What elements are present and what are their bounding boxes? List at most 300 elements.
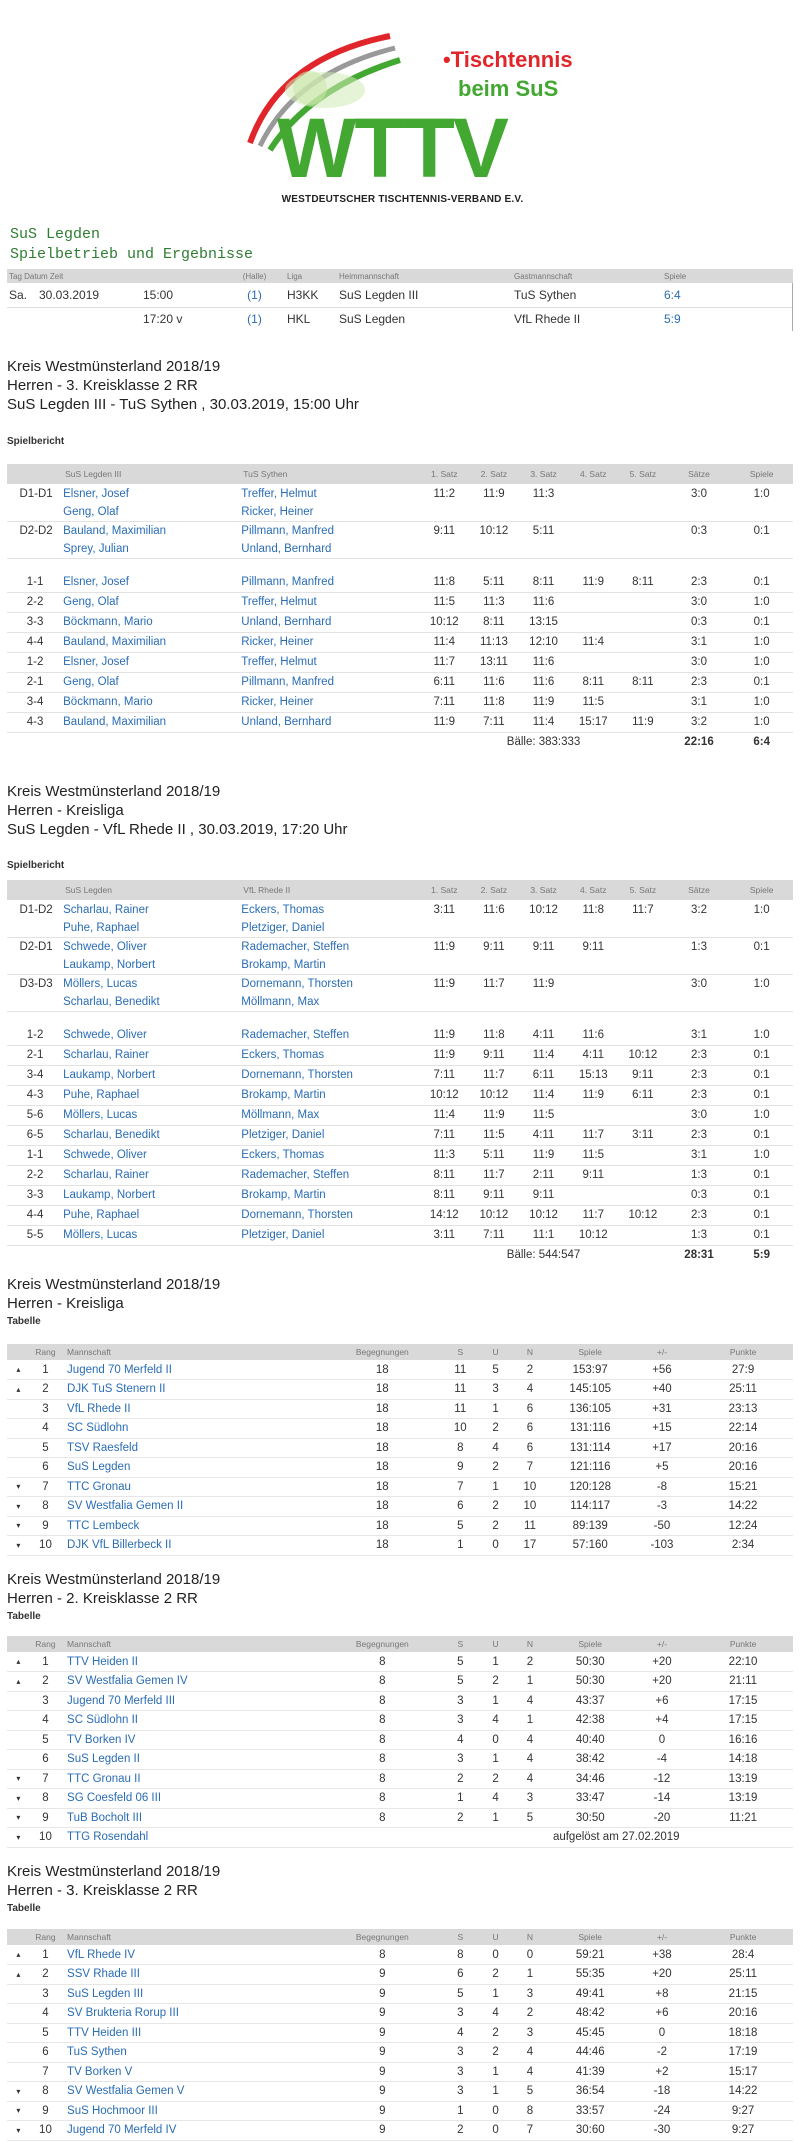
points: 12:24 (693, 1516, 793, 1536)
set-score: 11:9 (532, 978, 555, 991)
set-score: 4:11 (519, 1125, 569, 1145)
guest-player-link[interactable]: Treffer, Helmut (241, 488, 317, 500)
logo-beim-sus: beim SuS (458, 76, 559, 101)
games: 89:139 (550, 1516, 631, 1536)
set-score: 11:4 (519, 712, 569, 732)
guest-player-link[interactable]: Pletziger, Daniel (241, 920, 419, 937)
arrow-down-icon: ▾ (7, 1477, 30, 1497)
guest-player-link[interactable]: Möllmann, Max (241, 1105, 419, 1125)
standings-header-cell: Begegnungen (355, 1932, 409, 1942)
schedule-result-link[interactable]: 5:9 (664, 307, 793, 331)
guest-player-link[interactable]: Eckers, Thomas (241, 1145, 419, 1165)
losses: 1 (510, 1965, 550, 1985)
logo-letters: WTTV (277, 100, 507, 195)
standings-row (7, 1691, 793, 1711)
empty-cell (519, 920, 569, 937)
sets-result: 3:0 (668, 592, 731, 612)
guest-player-link[interactable]: Dornemann, Thorsten (241, 1065, 419, 1085)
team-link[interactable]: VfL Rhede II (61, 1399, 325, 1419)
draws: 2 (481, 1497, 510, 1517)
guest-player-link[interactable]: Brokamp, Martin (241, 1085, 419, 1105)
guest-player-link[interactable]: Treffer, Helmut (241, 652, 419, 672)
team-link[interactable]: TV Borken V (61, 2062, 325, 2082)
games-result: 1:0 (753, 488, 770, 500)
set-score: 15:13 (568, 1065, 618, 1085)
singles-position: 1-1 (7, 572, 63, 592)
home-player-link[interactable]: Bauland, Maximilian (63, 712, 241, 732)
team-link[interactable]: TuS Sythen (61, 2043, 325, 2063)
rank: 9 (30, 1808, 61, 1828)
sets-result: 3:0 (691, 978, 707, 991)
empty-cell (668, 541, 731, 558)
standings-header-cell: Punkte (729, 1932, 757, 1942)
losses: 4 (510, 1750, 550, 1770)
draws: 1 (481, 1984, 510, 2004)
guest-player-link[interactable]: Pillmann, Manfred (241, 672, 419, 692)
singles-row (7, 592, 793, 612)
matches-played: 9 (325, 1965, 439, 1985)
losses: 3 (510, 1789, 550, 1809)
team-link[interactable]: SSV Rhade III (61, 1965, 325, 1985)
singles-row (7, 1185, 793, 1205)
matches-played: 18 (325, 1536, 439, 1556)
wins: 6 (439, 1965, 481, 1985)
points: 28:4 (693, 1945, 793, 1965)
matches-played: 8 (325, 1789, 439, 1809)
guest-player-link[interactable]: Brokamp, Martin (241, 1185, 419, 1205)
team-link[interactable]: Jugend 70 Merfeld IV (61, 2121, 325, 2141)
team-link[interactable]: SV Westfalia Gemen IV (61, 1672, 325, 1692)
standings-row (7, 1984, 793, 2004)
standings-header-cell: N (526, 1347, 533, 1357)
empty-cell (469, 994, 519, 1011)
sets-result: 3:1 (668, 1145, 731, 1165)
standings-header-cell: Rang (35, 1932, 56, 1942)
schedule-datetime (7, 307, 222, 331)
set-score: 11:6 (519, 652, 569, 672)
points: 14:18 (693, 1750, 793, 1770)
report-header (7, 464, 793, 484)
home-player-link[interactable]: Schwede, Oliver (63, 1145, 241, 1165)
home-player-link[interactable]: Scharlau, Rainer (63, 1165, 241, 1185)
games-result: 0:1 (753, 525, 770, 538)
arrow-down-icon: ▾ (7, 1536, 30, 1556)
points: 21:11 (693, 1672, 793, 1692)
schedule-result-link[interactable]: 6:4 (664, 283, 793, 307)
team-link[interactable]: SV Brukteria Rorup III (61, 2004, 325, 2024)
guest-player-link[interactable]: Pletziger, Daniel (241, 1225, 419, 1245)
games-result: 0:1 (730, 1125, 793, 1145)
set-score: 7:11 (419, 1065, 469, 1085)
set-score: 7:11 (469, 1225, 519, 1245)
wins: 7 (439, 1477, 481, 1497)
wins: 4 (439, 2023, 481, 2043)
singles-row (7, 1145, 793, 1165)
spacer (7, 558, 793, 572)
schedule-hall-link[interactable]: (1) (247, 287, 262, 302)
team-link[interactable]: TTV Heiden II (61, 1652, 325, 1672)
rank: 7 (30, 2062, 61, 2082)
set-score: 7:11 (419, 1125, 469, 1145)
empty-cell (7, 920, 63, 937)
team-link[interactable]: SC Südlohn II (61, 1711, 325, 1731)
set-score: 11:9 (568, 572, 618, 592)
games-result: 1:0 (730, 1145, 793, 1165)
set-score (618, 592, 668, 612)
rank: 1 (30, 1360, 61, 1380)
table2-league: Herren - 2. Kreisklasse 2 RR (7, 1590, 198, 1607)
set-score: 10:12 (419, 1085, 469, 1105)
guest-player-link[interactable]: Ricker, Heiner (241, 504, 419, 521)
guest-player-link[interactable]: Brokamp, Martin (241, 957, 419, 974)
team-link[interactable]: Jugend 70 Merfeld III (61, 1691, 325, 1711)
draws: 2 (481, 2043, 510, 2063)
home-player-link[interactable]: Schwede, Oliver (63, 941, 147, 954)
home-player-link[interactable]: Geng, Olaf (63, 672, 241, 692)
report-header-cell (7, 464, 63, 484)
matches-played: 9 (325, 2043, 439, 2063)
match1-league: Herren - 3. Kreisklasse 2 RR (7, 377, 198, 394)
doubles-position: D1-D2 (19, 904, 53, 916)
schedule-row (7, 307, 793, 331)
standings-row (7, 1750, 793, 1770)
draws: 2 (481, 1419, 510, 1439)
table3-region: Kreis Westmünsterland 2018/19 (7, 1863, 221, 1880)
rank: 3 (30, 1984, 61, 2004)
singles-position: 3-3 (7, 612, 63, 632)
matches-played: 9 (325, 1984, 439, 2004)
doubles-row (7, 900, 793, 920)
set-score: 11:7 (469, 1165, 519, 1185)
rank: 3 (30, 1399, 61, 1419)
schedule-hall-link[interactable]: (1) (247, 312, 262, 327)
set-score: 11:6 (469, 672, 519, 692)
home-player-link[interactable]: Schwede, Oliver (63, 1025, 241, 1045)
arrow-down-icon: ▾ (7, 1516, 30, 1536)
home-player-link[interactable]: Scharlau, Benedikt (63, 1125, 241, 1145)
guest-player-link[interactable]: Möllmann, Max (241, 994, 419, 1011)
standings-row (7, 2101, 793, 2121)
points: 11:21 (693, 1808, 793, 1828)
empty-cell (7, 994, 63, 1011)
home-player-link[interactable]: Scharlau, Rainer (63, 1045, 241, 1065)
team-link[interactable]: SuS Hochmoor III (61, 2101, 325, 2121)
points: 17:15 (693, 1691, 793, 1711)
set-score: 8:11 (469, 612, 519, 632)
set-score: 9:11 (532, 941, 555, 954)
guest-player-link[interactable]: Unland, Bernhard (241, 541, 419, 558)
home-player-link[interactable]: Möllers, Lucas (63, 1105, 241, 1125)
empty-cell (419, 504, 469, 521)
set-score: 11:8 (469, 1025, 519, 1045)
guest-player-link[interactable]: Rademacher, Steffen (241, 1165, 419, 1185)
difference: +56 (631, 1360, 693, 1380)
singles-row (7, 712, 793, 732)
games-result: 1:0 (730, 692, 793, 712)
draws: 0 (481, 1536, 510, 1556)
games-total: 5:9 (753, 1249, 770, 1262)
wins: 11 (439, 1380, 481, 1400)
match2-league: Herren - Kreisliga (7, 802, 124, 819)
home-player-link[interactable]: Scharlau, Benedikt (63, 994, 241, 1011)
set-score (568, 1185, 618, 1205)
home-player-link[interactable]: Elsner, Josef (63, 572, 241, 592)
set-score: 5:11 (469, 572, 519, 592)
set-score: 11:3 (532, 488, 555, 500)
points: 25:11 (693, 1965, 793, 1985)
standings-header-cell: U (492, 1639, 499, 1649)
draws: 1 (481, 1691, 510, 1711)
team-link[interactable]: TTV Heiden III (61, 2023, 325, 2043)
home-player-link[interactable]: Bauland, Maximilian (63, 525, 167, 538)
rank: 1 (30, 1945, 61, 1965)
report-header-cell: 5. Satz (629, 885, 657, 895)
guest-player-link[interactable]: Unland, Bernhard (241, 612, 419, 632)
match1-report-table (7, 464, 793, 752)
team-link[interactable]: SC Südlohn (61, 1419, 325, 1439)
set-score (618, 1185, 668, 1205)
wins: 3 (439, 2062, 481, 2082)
set-score: 11:6 (519, 672, 569, 692)
table3-league: Herren - 3. Kreisklasse 2 RR (7, 1882, 198, 1899)
set-score: 11:9 (519, 692, 569, 712)
guest-player-link[interactable]: Eckers, Thomas (241, 1045, 419, 1065)
home-player-link[interactable]: Laukamp, Norbert (63, 957, 241, 974)
home-player-link[interactable]: Bauland, Maximilian (63, 632, 241, 652)
games: 120:128 (550, 1477, 631, 1497)
guest-player-link[interactable]: Rademacher, Steffen (241, 941, 350, 954)
rank: 1 (30, 1652, 61, 1672)
club-subtitle: Spielbetrieb und Ergebnisse (10, 246, 254, 263)
guest-player-link[interactable]: Pillmann, Manfred (241, 525, 334, 538)
matches-played: 8 (325, 1808, 439, 1828)
games: 33:57 (550, 2101, 631, 2121)
difference: -50 (631, 1516, 693, 1536)
matches-played: 9 (325, 2023, 439, 2043)
set-score (618, 484, 668, 504)
difference: 0 (631, 2023, 693, 2043)
team-link[interactable]: TSV Raesfeld (61, 1438, 325, 1458)
home-player-link[interactable]: Sprey, Julian (63, 541, 241, 558)
standings-row (7, 1360, 793, 1380)
home-player-link[interactable]: Möllers, Lucas (63, 978, 138, 991)
matches-played: 18 (325, 1360, 439, 1380)
difference: +2 (631, 2062, 693, 2082)
difference: +17 (631, 1438, 693, 1458)
team-link[interactable]: DJK TuS Stenern II (61, 1380, 325, 1400)
singles-row (7, 1205, 793, 1225)
home-player-link[interactable]: Geng, Olaf (63, 592, 241, 612)
schedule-date: 30.03.2019 (39, 287, 100, 302)
wins: 3 (439, 1711, 481, 1731)
standings-header-cell: S (457, 1347, 464, 1357)
guest-player-link[interactable]: Unland, Bernhard (241, 712, 419, 732)
no-arrow (7, 1399, 30, 1419)
team-link[interactable]: DJK VfL Billerbeck II (61, 1536, 325, 1556)
games-result: 0:1 (730, 1045, 793, 1065)
spacer-row (7, 558, 793, 572)
set-score: 10:12 (519, 1205, 569, 1225)
guest-player-link[interactable]: Dornemann, Thorsten (241, 978, 353, 991)
match1-report-label: Spielbericht (7, 436, 65, 447)
standings-row (7, 1536, 793, 1556)
guest-player-link[interactable]: Eckers, Thomas (241, 904, 325, 916)
balls-total: Bälle: 383:333 (506, 736, 581, 749)
team-link[interactable]: TV Borken IV (61, 1730, 325, 1750)
team-link[interactable]: TuB Bocholt III (61, 1808, 325, 1828)
wins: 3 (439, 2082, 481, 2102)
singles-row (7, 1065, 793, 1085)
report-header-cell: SuS Legden III (65, 469, 122, 479)
wins: 1 (439, 2101, 481, 2121)
table2-label: Tabelle (7, 1611, 41, 1622)
matches-played: 18 (325, 1497, 439, 1517)
table1-standings (7, 1344, 793, 1556)
empty-cell (7, 1245, 419, 1265)
standings-row (7, 1672, 793, 1692)
difference: -18 (631, 2082, 693, 2102)
team-link[interactable]: TTG Rosendahl (61, 1828, 325, 1848)
home-player-link[interactable]: Scharlau, Rainer (63, 904, 149, 916)
team-link[interactable]: SV Westfalia Gemen V (61, 2082, 325, 2102)
draws: 1 (481, 1652, 510, 1672)
home-player-link[interactable]: Laukamp, Norbert (63, 1065, 241, 1085)
guest-player-link[interactable]: Treffer, Helmut (241, 592, 419, 612)
home-player-link[interactable]: Geng, Olaf (63, 504, 241, 521)
set-score: 11:3 (419, 1145, 469, 1165)
schedule-time: 17:20 v (143, 312, 183, 327)
points: 14:22 (693, 1497, 793, 1517)
arrow-up-icon: ▴ (7, 1360, 30, 1380)
home-player-link[interactable]: Puhe, Raphael (63, 1205, 241, 1225)
team-link[interactable]: VfL Rhede IV (61, 1945, 325, 1965)
standings-row (7, 1516, 793, 1536)
home-player-link[interactable]: Möllers, Lucas (63, 1225, 241, 1245)
difference: -14 (631, 1789, 693, 1809)
guest-player-link[interactable]: Ricker, Heiner (241, 692, 419, 712)
team-link[interactable]: SuS Legden III (61, 1984, 325, 2004)
wins: 2 (439, 2121, 481, 2141)
wins: 8 (439, 1945, 481, 1965)
team-link[interactable]: TTC Gronau II (61, 1769, 325, 1789)
singles-position: 5-5 (7, 1225, 63, 1245)
home-player-link[interactable]: Elsner, Josef (63, 652, 241, 672)
losses: 4 (510, 1730, 550, 1750)
home-player-link[interactable]: Elsner, Josef (63, 488, 129, 500)
home-player-link[interactable]: Böckmann, Mario (63, 612, 241, 632)
losses: 4 (510, 2062, 550, 2082)
singles-position: 2-1 (7, 1045, 63, 1065)
team-link[interactable]: Jugend 70 Merfeld II (61, 1360, 325, 1380)
schedule-header-cell: Heimmannschaft (339, 271, 400, 281)
team-link[interactable]: SG Coesfeld 06 III (61, 1789, 325, 1809)
set-score: 9:11 (483, 941, 505, 954)
set-score: 11:2 (433, 488, 456, 500)
guest-player-link[interactable]: Dornemann, Thorsten (241, 1205, 419, 1225)
empty-cell (618, 994, 668, 1011)
rank: 9 (30, 2101, 61, 2121)
empty-cell (668, 920, 731, 937)
guest-player-link[interactable]: Pletziger, Daniel (241, 1125, 419, 1145)
home-player-link[interactable]: Laukamp, Norbert (63, 1185, 241, 1205)
matches-played: 18 (325, 1516, 439, 1536)
no-arrow (7, 2062, 30, 2082)
singles-position: 1-2 (7, 652, 63, 672)
empty-cell (668, 504, 731, 521)
report-header-cell: 3. Satz (530, 885, 557, 895)
singles-position: 2-2 (7, 592, 63, 612)
set-score: 6:11 (519, 1065, 569, 1085)
arrow-up-icon: ▴ (7, 1945, 30, 1965)
matches-played: 9 (325, 2121, 439, 2141)
empty-cell (618, 504, 668, 521)
home-player-link[interactable]: Böckmann, Mario (63, 692, 241, 712)
games-result: 0:1 (730, 612, 793, 632)
schedule-time: 15:00 (143, 287, 174, 302)
home-player-link[interactable]: Puhe, Raphael (63, 1085, 241, 1105)
team-link[interactable]: TTC Lembeck (61, 1516, 325, 1536)
guest-player-link[interactable]: Pillmann, Manfred (241, 572, 419, 592)
schedule-header-cell: Tag Datum Zeit (9, 271, 64, 281)
team-link[interactable]: SuS Legden II (61, 1750, 325, 1770)
empty-cell (469, 541, 519, 558)
set-score (618, 1225, 668, 1245)
set-score: 11:4 (419, 1105, 469, 1125)
guest-player-link[interactable]: Rademacher, Steffen (241, 1025, 419, 1045)
standings-row (7, 1419, 793, 1439)
set-score: 2:11 (519, 1165, 569, 1185)
rank: 6 (30, 2043, 61, 2063)
set-score (618, 1105, 668, 1125)
sets-result: 3:1 (668, 1025, 731, 1045)
sets-result: 2:3 (668, 1085, 731, 1105)
no-arrow (7, 1984, 30, 2004)
losses: 6 (510, 1399, 550, 1419)
games: 45:45 (550, 2023, 631, 2043)
standings-row (7, 2004, 793, 2024)
arrow-down-icon: ▾ (7, 1497, 30, 1517)
singles-row (7, 672, 793, 692)
wins: 11 (439, 1399, 481, 1419)
team-link[interactable]: SuS Legden (61, 1458, 325, 1478)
rank: 10 (30, 1828, 61, 1848)
report-header-cell (7, 880, 63, 900)
points: 9:27 (693, 2101, 793, 2121)
team-link[interactable]: SV Westfalia Gemen II (61, 1497, 325, 1517)
draws: 3 (481, 1380, 510, 1400)
sets-result: 2:3 (668, 1125, 731, 1145)
set-score: 10:12 (469, 1085, 519, 1105)
home-player-link[interactable]: Puhe, Raphael (63, 920, 241, 937)
team-link[interactable]: TTC Gronau (61, 1477, 325, 1497)
games: 41:39 (550, 2062, 631, 2082)
set-score: 8:11 (519, 572, 569, 592)
matches-played: 8 (325, 1691, 439, 1711)
guest-player-link[interactable]: Ricker, Heiner (241, 632, 419, 652)
rank: 9 (30, 1516, 61, 1536)
standings-header-cell: U (492, 1347, 499, 1357)
losses: 17 (510, 1536, 550, 1556)
set-score: 9:11 (469, 1185, 519, 1205)
wins: 6 (439, 1497, 481, 1517)
matches-played: 8 (325, 1672, 439, 1692)
report-header-cell: 4. Satz (579, 885, 607, 895)
sets-result: 3:1 (668, 632, 731, 652)
difference: -4 (631, 1750, 693, 1770)
standings-header-cell: N (526, 1639, 533, 1649)
matches-played: 18 (325, 1380, 439, 1400)
points: 16:16 (693, 1730, 793, 1750)
